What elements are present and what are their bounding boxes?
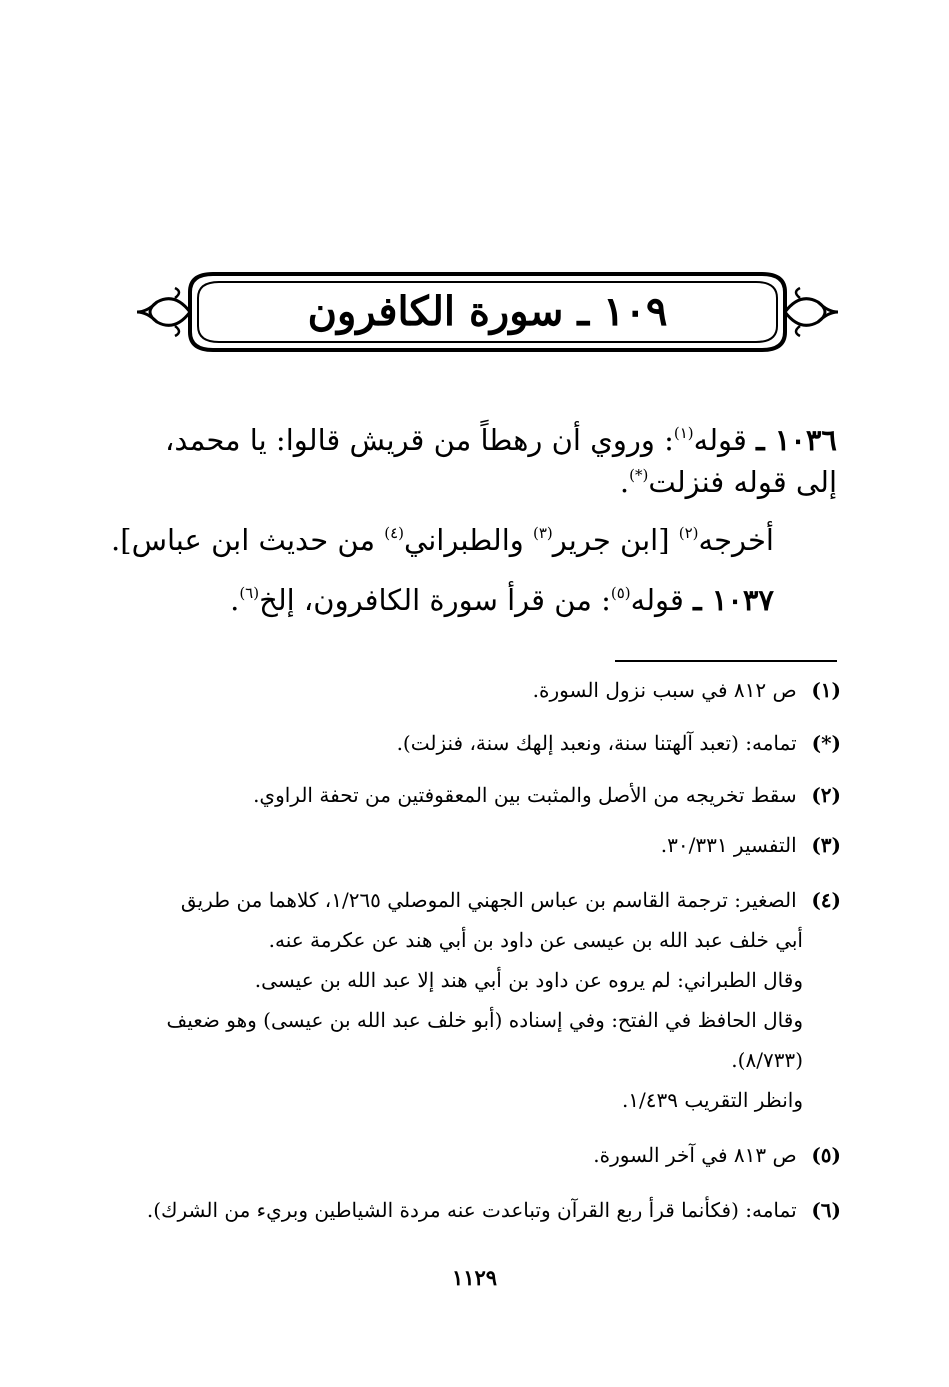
footnote-text: تمامه: (تعبد آلهتنا سنة، ونعبد إلهك سنة، فنزلت).: [396, 731, 797, 755]
entry-1036-line-2: [620, 462, 837, 502]
footnote-marker: (٣): [811, 833, 841, 857]
footnote-4-continuation: وقال الطبراني: لم يروه عن داود بن أبي هند إلا عبد الله بن عيسى.: [254, 968, 803, 992]
footnote-text: الصغير: ترجمة القاسم بن عباس الجهني الموصلي ١/٢٦٥، كلاهما من طريق: [180, 888, 797, 912]
entry-number: ١٠٣٦ ـ: [756, 423, 837, 457]
entry-1037-line-1: [230, 580, 774, 620]
footnote-4-continuation: وانظر التقريب ١/٤٣٩.: [621, 1088, 803, 1112]
chapter-heading-frame: [135, 262, 840, 362]
entry-text: .: [619, 465, 630, 499]
footnote-marker: (٢): [811, 783, 841, 807]
chapter-title: ١٠٩ ـ سورة الكافرون: [307, 288, 668, 335]
footnote-text: ص ٨١٢ في سبب نزول السورة.: [532, 678, 797, 702]
entry-1036-line-1: [165, 420, 837, 460]
footnote-marker: (٤): [811, 888, 841, 912]
entry-text: : وروي أن رهطاً من قريش قالوا: يا محمد،: [164, 423, 674, 457]
footnote-ref[interactable]: (٢): [678, 524, 699, 542]
entry-text: قوله: [630, 583, 684, 617]
footnote-ref[interactable]: (*): [629, 466, 649, 484]
footnote-text: التفسير ٣٠/٣٣١.: [660, 833, 797, 857]
footnote-ref[interactable]: (٥): [610, 584, 631, 602]
footnote-marker: (٦): [811, 1198, 841, 1222]
entry-text: والطبراني: [404, 523, 533, 557]
footnote-2: [253, 780, 841, 810]
footnote-3: [661, 830, 841, 860]
entry-text: .: [230, 583, 240, 617]
entry-text: : من قرأ سورة الكافرون، إلخ: [259, 583, 611, 617]
footnote-5: [593, 1140, 841, 1170]
footnote-text: تمامه: (فكأنما قرأ ربع القرآن وتباعدت عنه مردة الشياطين وبريء من الشرك).: [146, 1198, 797, 1222]
footnote-4: [181, 885, 841, 915]
entry-text: قوله: [693, 423, 747, 457]
footnote-text: سقط تخريجه من الأصل والمثبت بين المعقوفتين من تحفة الراوي.: [253, 783, 797, 807]
takhrij-line: [111, 520, 774, 560]
footnote-marker: (١): [811, 678, 841, 702]
footnote-ref[interactable]: (٦): [239, 584, 260, 602]
footnote-4-continuation: وقال الحافظ في الفتح: وفي إسناده (أبو خلف عبد الله بن عيسى) وهو ضعيف: [166, 1008, 803, 1032]
footnote-marker: (٥): [811, 1143, 841, 1167]
entry-text: إلى قوله فنزلت: [648, 465, 837, 499]
footnote-star: [397, 728, 841, 758]
footnote-ref[interactable]: (١): [673, 424, 694, 442]
entry-text: من حديث ابن عباس].: [111, 523, 385, 557]
footnote-4-continuation: أبي خلف عبد الله بن عيسى عن داود بن أبي هند عن عكرمة عنه.: [268, 928, 803, 952]
page-number: ١١٢٩: [451, 1265, 498, 1290]
footnote-divider: [615, 660, 837, 662]
footnote-1: [533, 675, 841, 705]
entry-text: [ابن جرير: [552, 523, 679, 557]
footnote-marker: (*): [811, 731, 841, 755]
entry-number: ١٠٣٧ ـ: [693, 583, 774, 617]
footnote-ref[interactable]: (٣): [533, 524, 553, 542]
footnote-text: ص ٨١٣ في آخر السورة.: [593, 1143, 797, 1167]
footnote-6: [147, 1195, 841, 1225]
footnote-ref[interactable]: (٤): [384, 524, 405, 542]
entry-text: أخرجه: [698, 523, 774, 557]
footnote-4-continuation: (٨/٧٣٣).: [731, 1048, 803, 1072]
